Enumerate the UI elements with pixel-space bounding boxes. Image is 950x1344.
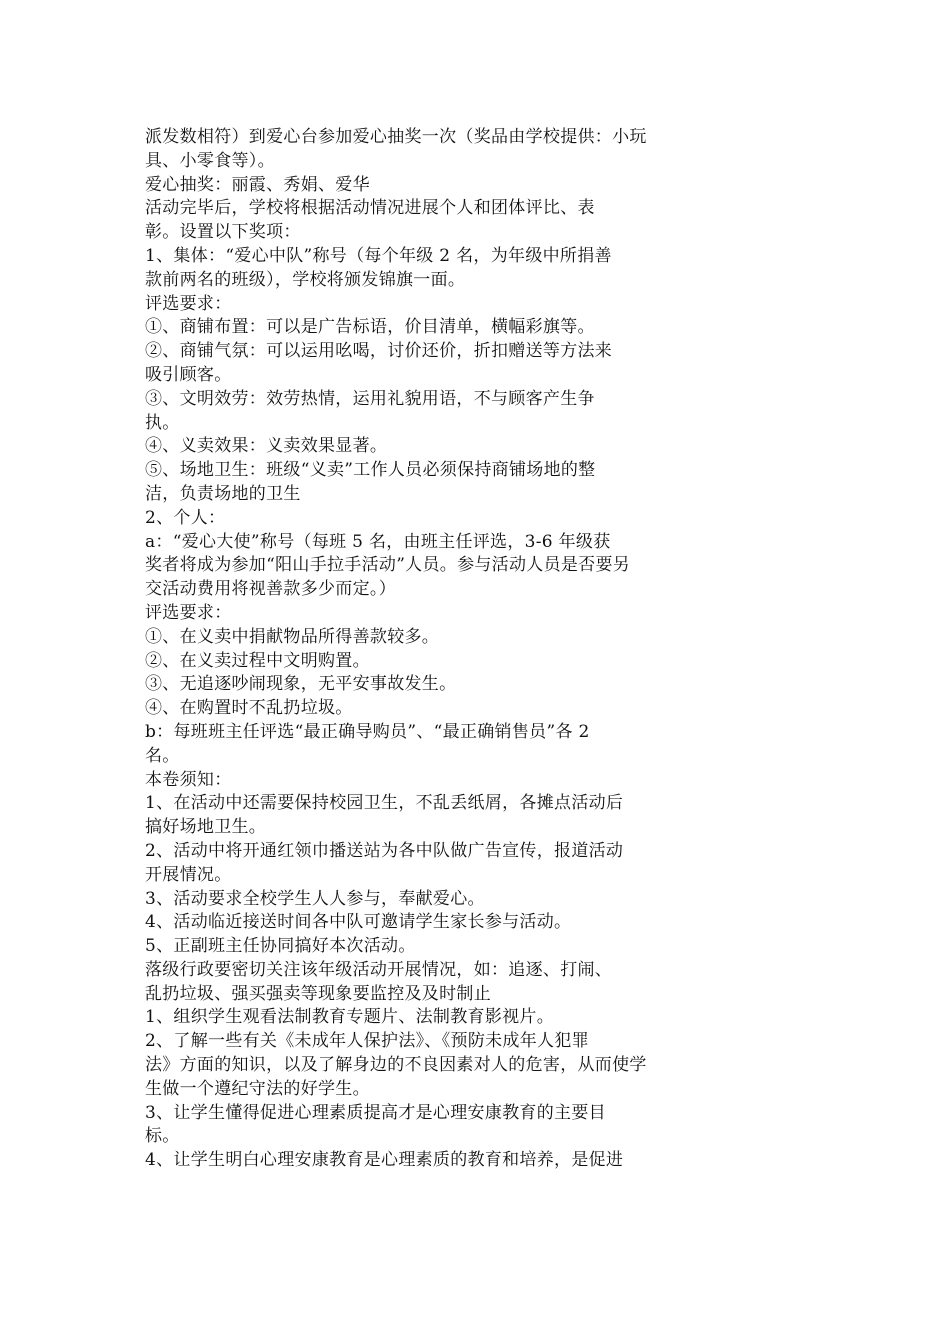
text-line: 4、活动临近接送时间各中队可邀请学生家长参与活动。 — [145, 912, 572, 933]
text-line: 1、集体：“爱心中队”称号（每个年级 2 名，为年级中所捐善 — [145, 245, 612, 266]
text-line: 活动完毕后，学校将根据活动情况进展个人和团体评比、表 — [145, 198, 595, 219]
text-line: 彰。设置以下奖项： — [145, 222, 301, 243]
text-line: 3、让学生懂得促进心理素质提高才是心理安康教育的主要目 — [145, 1102, 606, 1123]
text-line: 2、个人： — [145, 507, 226, 528]
text-line: 2、了解一些有关《未成年人保护法》、《预防未成年人犯罪 — [145, 1031, 589, 1052]
text-line: 开展情况。 — [145, 864, 232, 885]
text-line: 款前两名的班级），学校将颁发锦旗一面。 — [145, 269, 466, 290]
text-line: ④、在购置时不乱扔垃圾。 — [145, 698, 353, 719]
text-line: ④、义卖效果：义卖效果显著。 — [145, 436, 388, 457]
text-line: ①、在义卖中捐献物品所得善款较多。 — [145, 626, 440, 647]
text-line: 标。 — [145, 1126, 180, 1147]
text-line: 法》方面的知识，以及了解身边的不良因素对人的危害，从而使学 — [145, 1055, 647, 1076]
text-line: 1、组织学生观看法制教育专题片、法制教育影视片。 — [145, 1007, 555, 1028]
text-line: 具、小零食等）。 — [145, 150, 275, 171]
text-line: b：每班班主任评选“最正确导购员”、“最正确销售员”各 2 — [145, 721, 590, 742]
text-line: 5、正副班主任协同搞好本次活动。 — [145, 936, 416, 957]
text-line: ③、文明效劳：效劳热情，运用礼貌用语，不与顾客产生争 — [145, 388, 595, 409]
text-line: 1、在活动中还需要保持校园卫生，不乱丢纸屑，各摊点活动后 — [145, 793, 624, 814]
text-line: 乱扔垃圾、强买强卖等现象要监控及及时制止 — [145, 983, 491, 1004]
text-line: 评选要求： — [145, 602, 232, 623]
text-line: 评选要求： — [145, 293, 232, 314]
text-line: 执。 — [145, 412, 180, 433]
text-line: 落级行政要密切关注该年级活动开展情况，如：追逐、打闹、 — [145, 959, 613, 980]
text-line: 吸引顾客。 — [145, 364, 232, 385]
text-line: ②、商铺气氛：可以运用吆喝，讨价还价，折扣赠送等方法来 — [145, 341, 613, 362]
text-line: 本卷须知： — [145, 769, 232, 790]
text-line: 名。 — [145, 745, 180, 766]
text-line: ①、商铺布置：可以是广告标语，价目清单，横幅彩旗等。 — [145, 317, 595, 338]
text-line: 生做一个遵纪守法的好学生。 — [145, 1078, 370, 1099]
text-line: 2、活动中将开通红领巾播送站为各中队做广告宣传，报道活动 — [145, 840, 624, 861]
text-line: 派发数相符）到爱心台参加爱心抽奖一次（奖品由学校提供：小玩 — [145, 127, 647, 147]
text-line: 搞好场地卫生。 — [145, 817, 267, 838]
text-line: ③、无追逐吵闹现象，无平安事故发生。 — [145, 674, 457, 695]
text-line: 3、活动要求全校学生人人参与，奉献爱心。 — [145, 888, 485, 909]
text-line: 4、让学生明白心理安康教育是心理素质的教育和培养，是促进 — [145, 1150, 624, 1171]
text-line: 爱心抽奖：丽霞、秀娟、爱华 — [145, 174, 370, 195]
text-line: 奖者将成为参加“阳山手拉手活动”人员。参与活动人员是否要另 — [145, 555, 631, 576]
text-line: ②、在义卖过程中文明购置。 — [145, 650, 370, 671]
text-line: a：“爱心大使”称号（每班 5 名，由班主任评选，3-6 年级获 — [145, 531, 611, 552]
document-page — [145, 126, 725, 1173]
text-line: ⑤、场地卫生：班级“义卖”工作人员必须保持商铺场地的整 — [145, 460, 596, 481]
text-line: 洁，负责场地的卫生 — [145, 483, 301, 504]
text-line: 交活动费用将视善款多少而定。） — [145, 579, 396, 600]
